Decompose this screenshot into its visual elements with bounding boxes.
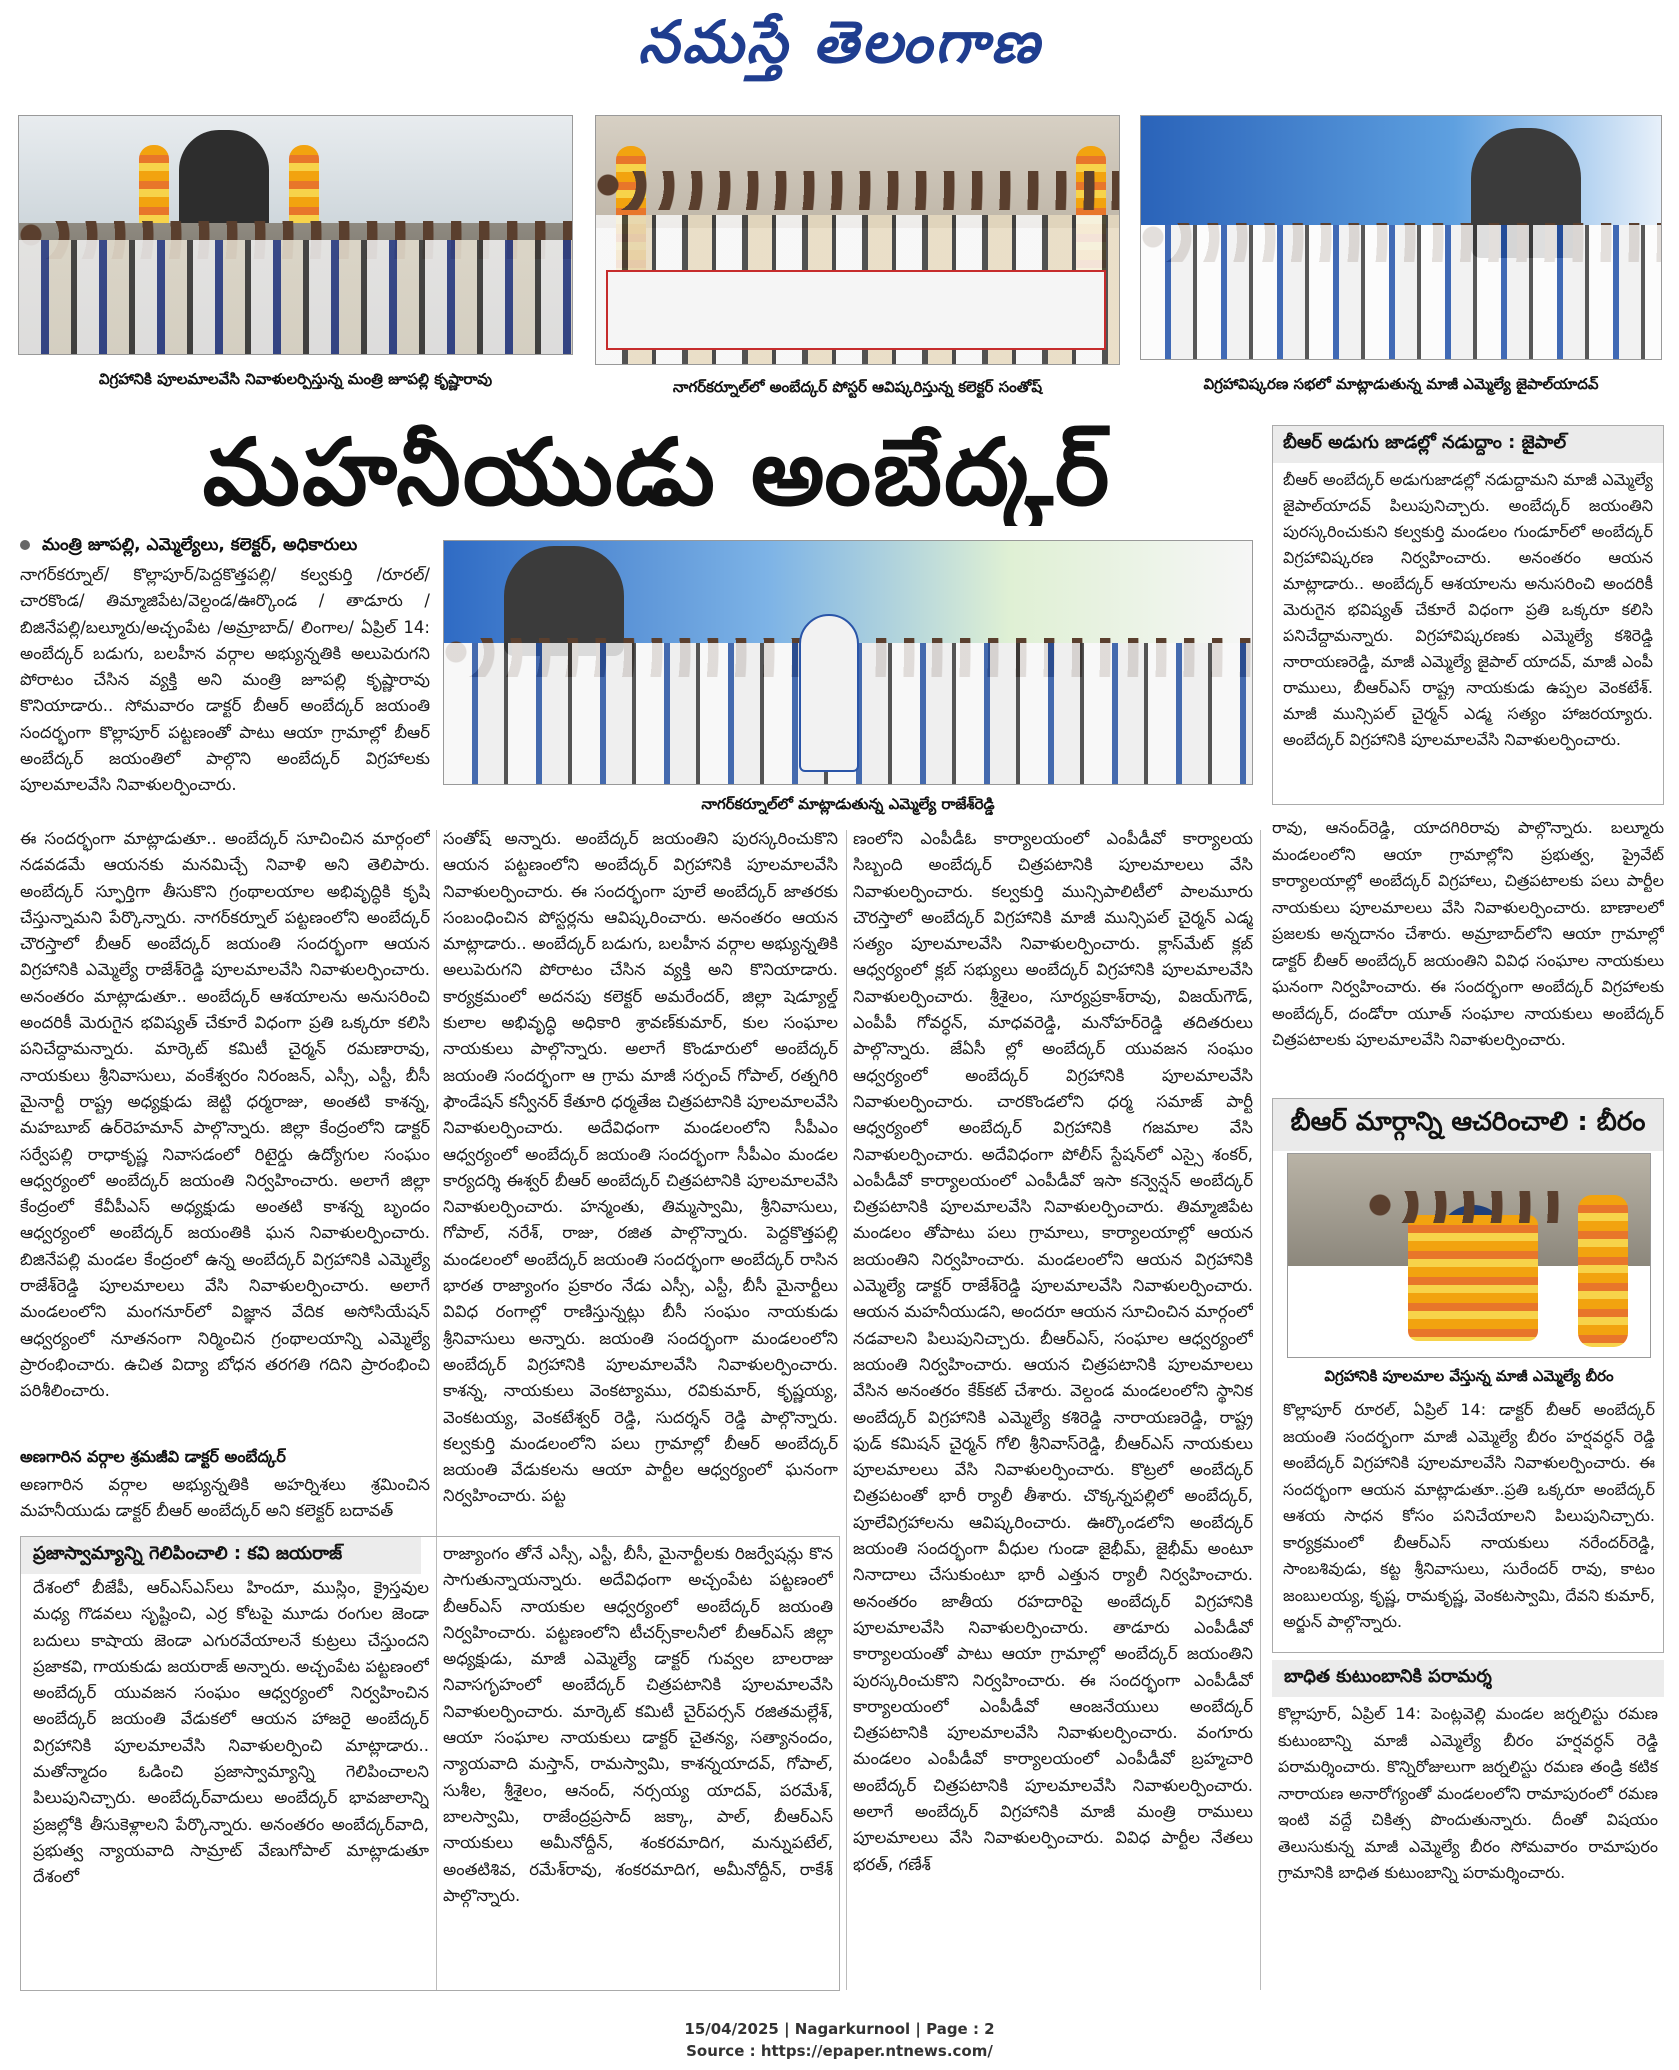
jayaraj-article-box	[20, 1536, 840, 1991]
article-col1-top: నాగర్‌కర్నూల్/ కొల్లాపూర్/పెద్దకొత్తపల్లి/ కల్వకుర్తి /రూరల్/చారకొండ/ తిమ్మాజిపేట/వెల్దండ/ఊర్కొండ / తాడూరు /బిజినేపల్లి/బల్మూరు/అచ్చంపేట /అమ్రాబాద్/ లింగాల/ ఏప్రిల్ 14: అంబేద్కర్ బడుగు, బలహీన వర్గాల అభ్యున్నతికి అలుపెరుగని పోరాటం చేసిన వ్యక్తి అని మంత్రి జూపల్లి కృష్ణారావు కొనియాడారు.. సోమవారం డాక్టర్ బీఆర్ అంబేద్కర్ జయంతి సందర్భంగా కొల్లాపూర్ పట్టణంతో పాటు ఆయా గ్రామాల్లో బీఆర్ అంబేద్కర్ జయంతిలో పాల్గొని అంబేద్కర్ విగ్రహాలకు పూలమాలవేసి నివాళులర్పించారు.	[20, 565, 430, 795]
bullet-icon	[20, 540, 30, 550]
beeram-photo-caption: విగ్రహానికి పూలమాల వేస్తున్న మాజీ ఎమ్మెల్యే బీరం	[1324, 1367, 1614, 1385]
column-rule	[846, 830, 847, 1990]
photo-poster-release	[595, 115, 1120, 365]
beeram-article-box	[1272, 1098, 1664, 1653]
jayaraj-text-a: దేశంలో బీజేపీ, ఆర్‌ఎస్‌ఎస్‌లు హిందూ, ముస్లిం, క్రైస్తవుల మధ్య గొడవలు సృష్టించి, ఎర్ర కోటపై మూడు రంగుల జెండా బదులు కాషాయ జెండా ఎగురవేయాలనే కుట్రలు చేస్తుందని ప్రజాకవి, గాయకుడు జయరాజ్ అన్నారు. అచ్చంపేట పట్టణంలో అంబేద్కర్ యువజన సంఘం ఆధ్వర్యంలో నిర్వహించిన అంబేద్కర్ జయంతి వేడుకలో ఆయన హాజరై అంబేద్కర్ విగ్రహానికి పూలమాలవేసి నివాళులర్పించి మాట్లాడారు.. మతోన్మాదం ఓడించి ప్రజాస్వామ్యాన్ని గెలిపించాలని పిలుపునిచ్చారు. అంబేద్కర్‌వాదులు అంబేద్కర్ భావజాలాన్ని ప్రజల్లోకి తీసుకెళ్లాలని పేర్కొన్నారు. అనంతరం అంబేద్కర్‌వాది, ప్రభుత్వ న్యాయవాది సామ్రాట్ వేణుగోపాల్ మాట్లాడుతూ దేశంలో	[33, 1578, 429, 1887]
photo-minister-statue	[18, 115, 573, 355]
paramarsha-article-box	[1272, 1660, 1664, 1980]
jayaraj-title: ప్రజాస్వామ్యాన్ని గెలిపించాలి : కవి జయరాజ్	[21, 1537, 421, 1574]
footer-source-line: Source : https://epaper.ntnews.com/	[686, 2042, 993, 2060]
column-rule	[1260, 830, 1261, 1990]
photo-beeram-statue	[1287, 1153, 1651, 1358]
photo-mla-speech	[443, 540, 1253, 785]
paramarsha-title: బాధిత కుటుంబానికి పరామర్శ	[1272, 1660, 1664, 1697]
article-col1-end: అణగారిన వర్గాల అభ్యున్నతికి అహర్నిశలు శ్రమించిన మహనీయుడు డాక్టర్ బీఆర్ అంబేద్కర్ అని కలెక్టర్ బదావత్	[20, 1475, 430, 1521]
photo-caption-3: విగ్రహావిష్కరణ సభలో మాట్లాడుతున్న మాజీ ఎమ్మెల్యే జైపాల్‌యాదవ్	[1203, 375, 1599, 393]
sidebar-jaipal-title: బీఆర్ అడుగు జాడల్లో నడుద్దాం : జైపాల్	[1273, 426, 1663, 463]
sidebar-jaipal-box	[1272, 425, 1664, 805]
col1-subhead: అణగారిన వర్గాల శ్రమజీవి డాక్టర్ అంబేద్కర్	[20, 1447, 286, 1466]
article-subhead	[20, 532, 440, 558]
jayaraj-text-b: రాజ్యాంగం తోనే ఎస్సీ, ఎస్టీ, బీసీ, మైనార్టీలకు రిజర్వేషన్లు కొన సాగుతున్నాయన్నారు. అదేవిధంగా అచ్చంపేట పట్టణంలో బీఆర్‌ఎస్ నాయకుల ఆధ్వర్యంలో అంబేద్కర్ జయంతి నిర్వహించారు. పట్టణంలోని టీచర్స్‌కాలనీలో బీఆర్‌ఎస్ జిల్లా అధ్యక్షుడు, మాజీ ఎమ్మెల్యే డాక్టర్ గువ్వల బాలరాజు నివాసగృహంలో అంబేద్కర్ చిత్రపటానికి పూలమాలవేసి నివాళులర్పించారు. మార్కెట్ కమిటీ చైర్‌పర్సన్ రజితమల్లేశ్, ఆయా సంఘాల నాయకులు డాక్టర్ చైతన్య, సత్యానందం, న్యాయవాది మస్తాన్, రామస్వామి, కాశన్నయాదవ్, గోపాల్, సుశీల, శ్రీశైలం, ఆనంద్, నర్సయ్య యాదవ్, పరమేశ్, బాలస్వామి, రాజేంద్రప్రసాద్ జక్కా, పాల్, బీఆర్‌ఎస్ నాయకులు అమీనోద్దీన్, శంకరమాదిగ, మన్నుపటేల్, అంతటిశివ, రమేశ్‌రావు, శంకరమాదిగ, అమీనోద్దీన్, రాకేశ్ పాల్గొన్నారు.	[443, 1544, 833, 1905]
center-photo-caption: నాగర్‌కర్నూల్‌లో మాట్లాడుతున్న ఎమ్మెల్యే రాజేశ్‌రెడ్డి	[701, 795, 995, 813]
main-headline: మహనీయుడు అంబేద్కర్	[202, 418, 1112, 526]
beeram-title: బీఆర్ మార్గాన్ని ఆచరించాలి : బీరం	[1273, 1099, 1663, 1151]
photo-caption-2: నాగర్‌కర్నూల్‌లో అంబేద్కర్ పోస్టర్ ఆవిష్కరిస్తున్న కలెక్టర్ సంతోష్	[672, 378, 1043, 396]
article-col1-bottom: ఈ సందర్భంగా మాట్లాడుతూ.. అంబేద్కర్ సూచించిన మార్గంలో నడవడమే ఆయనకు మనమిచ్చే నివాళి అని తెలిపారు. అంబేద్కర్ స్ఫూర్తిగా తీసుకొని గ్రంథాలయాల అభివృద్ధికి కృషి చేస్తున్నామని పేర్కొన్నారు. నాగర్‌కర్నూల్ పట్టణంలోని అంబేద్కర్ చౌరస్తాలో బీఆర్ అంబేద్కర్ జయంతి సందర్భంగా ఆయన విగ్రహానికి ఎమ్మెల్యే రాజేశ్‌రెడ్డి పూలమాలవేసి నివాళులర్పించారు. అనంతరం మాట్లాడుతూ.. అంబేద్కర్ ఆశయాలను అనుసరించి అందరికీ మెరుగైన భవిష్యత్ చేకూరే విధంగా ప్రతి ఒక్కరూ కలిసి పనిచేద్దామన్నారు. మార్కెట్ కమిటీ చైర్మన్ రమణారావు, నాయకులు శ్రీనివాసులు, వంకేశ్వరం నిరంజన్, ఎస్సీ, ఎస్టీ, బీసీ మైనార్టీ రాష్ట్ర అధ్యక్షుడు జెట్టి ధర్మరాజు, అంతటి కాశన్న, మహబూబ్ ఉర్‌రెహమాన్ పాల్గొన్నారు. జిల్లా కేంద్రంలోని డాక్టర్ సర్వేపల్లి రాధాకృష్ణ నివాసడంలో రిటైర్డు ఉద్యోగుల సంఘం ఆధ్వర్యంలో అంబేద్కర్ జయంతి నిర్వహించారు. అలాగే జిల్లా కేంద్రంలో కేవీపీఎస్ అధ్యక్షుడు అంతటి కాశన్న బృందం ఆధ్వర్యంలో అంబేద్కర్ జయంతికి ఘన నివాళులర్పించారు. బిజినేపల్లి మండల కేంద్రంలో ఉన్న అంబేద్కర్ విగ్రహానికి ఎమ్మెల్యే రాజేశ్‌రెడ్డి పూలమాలలు వేసి నివాళులర్పించారు. అలాగే మండలంలోని మంగనూర్‌లో విజ్ఞాన వేదిక అసోసియేషన్ ఆధ్వర్యంలో నూతనంగా నిర్మించిన గ్రంథాలయాన్ని ఎమ్మెల్యే ప్రారంభించారు. ఉచిత విద్యా బోధన తరగతి గదిని ప్రారంభించి పరిశీలించారు.	[20, 829, 430, 1401]
photo-jaipal-meeting	[1140, 115, 1662, 360]
article-col2: సంతోష్ అన్నారు. అంబేద్కర్ జయంతిని పురస్కరించుకొని ఆయన పట్టణంలోని అంబేద్కర్ విగ్రహానికి పూలమాలవేసి నివాళులర్పించారు. ఈ సందర్భంగా పూలే అంబేద్కర్ జాతరకు సంబంధించిన పోస్టర్లను ఆవిష్కరించారు. అనంతరం ఆయన మాట్లాడారు.. అంబేద్కర్ బడుగు, బలహీన వర్గాల అభ్యున్నతికి అలుపెరుగని పోరాటం చేసిన వ్యక్తి అని కొనియాడారు. కార్యక్రమంలో అదనపు కలెక్టర్ అమరేందర్, జిల్లా షెడ్యూల్డ్ కులాల అభివృద్ధి అధికారి శ్రావణ్‌కుమార్, కుల సంఘాల నాయకులు పాల్గొన్నారు. అలాగే కొండూరులో అంబేద్కర్ జయంతి సందర్భంగా ఆ గ్రామ మాజీ సర్పంచ్ గోపాల్, రత్నగిరి ఫౌండేషన్ కన్వీనర్ కేతూరి ధర్మతేజ చిత్రపటానికి పూలమాలవేసి నివాళులర్పించారు. అదేవిధంగా మండలంలోని సీపీఎం ఆధ్వర్యంలో అంబేద్కర్ జయంతి సందర్భంగా సీపీఎం మండల కార్యదర్శి ఈశ్వర్ బీఆర్ అంబేద్కర్ చిత్రపటానికి పూలమాలవేసి నివాళులర్పించారు. హన్మంతు, తిమ్మస్వామి, శ్రీనివాసులు, గోపాల్, నరేశ్, రాజు, రజిత పాల్గొన్నారు. పెద్దకొత్తపల్లి మండలంలో అంబేద్కర్ జయంతి సందర్భంగా అంబేద్కర్ రాసిన భారత రాజ్యాంగం ప్రకారం నేడు ఎస్సీ, ఎస్టీ, బీసీ మైనార్టీలు వివిధ రంగాల్లో రాణిస్తున్నట్లు బీసీ సంఘం నాయకుడు శ్రీనివాసులు అన్నారు. జయంతి సందర్భంగా మండలంలోని అంబేద్కర్ విగ్రహానికి పూలమాలవేసి నివాళులర్పించారు. కాశన్న, నాయకులు వెంకట్యాము, రవికుమార్, కృష్ణయ్య, వెంకటయ్య, వెంకటేశ్వర్ రెడ్డి, సుదర్శన్ రెడ్డి పాల్గొన్నారు. కల్వకుర్తి మండలంలోని పలు గ్రామాల్లో బీఆర్ అంబేద్కర్ జయంతి వేడుకలను ఆయా పార్టీల ఆధ్వర్యంలో ఘనంగా నిర్వహించారు. పట్ట	[443, 829, 838, 1506]
newspaper-masthead: నమస్తే తెలంగాణ	[638, 8, 1042, 76]
beeram-text: కొల్లాపూర్ రూరల్, ఏప్రిల్ 14: డాక్టర్ బీఆర్ అంబేద్కర్ జయంతి సందర్భంగా మాజీ ఎమ్మెల్యే బీరం హర్షవర్ధన్ రెడ్డి అంబేద్కర్ విగ్రహానికి పూలమాలవేసి నివాళులర్పించారు. ఈ సందర్భంగా ఆయన మాట్లాడుతూ..ప్రతి ఒక్కరూ అంబేద్కర్ ఆశయ సాధన కోసం పనిచేయాలని పిలుపునిచ్చారు. కార్యక్రమంలో బీఆర్‌ఎస్ నాయకులు నరేందర్‌రెడ్డి, సాంబశివుడు, కట్ట శ్రీనివాసులు, సురేందర్ రావు, కాటం జంబులయ్య, కృష్ణ, రామకృష్ణ, వెంకటస్వామి, దేవని కుమార్, అర్జున్ పాల్గొన్నారు.	[1283, 1400, 1655, 1631]
article-col4-top: రావు, ఆనంద్‌రెడ్డి, యాదగిరిరావు పాల్గొన్నారు. బల్మూరు మండలంలోని ఆయా గ్రామాల్లోని ప్రభుత్వ, ప్రైవేట్ కార్యాలయాల్లో అంబేద్కర్ విగ్రహాలు, చిత్రపటాలకు పలు పార్టీల నాయకులు పూలమాలలు వేసి నివాళులర్పించారు. బాణాలలో ప్రజలకు అన్నదానం చేశారు. అమ్రాబాద్‌లోని ఆయా గ్రామాల్లో డాక్టర్ బీఆర్ అంబేద్కర్ జయంతిని వివిధ సంఘాల నాయకులు ఘనంగా నిర్వహించారు. ఈ సందర్భంగా అంబేద్కర్ విగ్రహాలకు అంబేద్కర్, దండోరా యూత్ సంఘాల నాయకులు అంబేద్కర్ చిత్రపటాలకు పూలమాలవేసి నివాళులర్పించారు.	[1272, 818, 1664, 1049]
footer-date-line: 15/04/2025 | Nagarkurnool | Page : 2	[684, 2020, 995, 2038]
article-subhead-text: మంత్రి జూపల్లి, ఎమ్మెల్యేలు, కలెక్టర్, అధికారులు	[42, 535, 358, 555]
article-col3: ణంలోని ఎంపీడీఓ కార్యాలయంలో ఎంపీడీవో కార్యాలయ సిబ్బంది అంబేద్కర్ చిత్రపటానికి పూలమాలలు వేసి నివాళులర్పించారు. కల్వకుర్తి మున్సిపాలిటీలో పాలమూరు చౌరస్తాలో అంబేద్కర్ విగ్రహానికి మాజీ మున్సిపల్ చైర్మన్ ఎడ్మ సత్యం పూలమాలవేసి నివాళులర్పించారు. క్లాస్‌మేట్ క్లబ్ ఆధ్వర్యంలో క్లబ్ సభ్యులు అంబేద్కర్ విగ్రహానికి పూలమాలవేసి నివాళులర్పించారు. శ్రీశైలం, సూర్యప్రకాశ్‌రావు, విజయ్‌గౌడ్, ఎంపీపీ గోవర్ధన్, మాధవరెడ్డి, మనోహర్‌రెడ్డి తదితరులు పాల్గొన్నారు. జేఏసీ ల్లో అంబేద్కర్ యువజన సంఘం ఆధ్వర్యంలో అంబేద్కర్ విగ్రహానికి పూలమాలవేసి నివాళులర్పించారు. చారకొండలోని ధర్మ సమాజ్ పార్టీ ఆధ్వర్యంలో అంబేద్కర్ విగ్రహానికి గజమాల వేసి నివాళులర్పించారు. అదేవిధంగా పోలీస్ స్టేషన్‌లో ఎస్సై శంకర్, ఎంపీడీవో కార్యాలయంలో ఎంపీడీవో ఇసా కన్వెన్షన్ అంబేద్కర్ చిత్రపటానికి పూలమాలవేసి నివాళులర్పించారు. తిమ్మాజిపేట మండలం తోపాటు పలు గ్రామాలు, కార్యాలయాల్లో ఆయన జయంతిని నిర్వహించారు. మండలంలోని ఆయన విగ్రహానికి ఎమ్మెల్యే డాక్టర్ రాజేశ్‌రెడ్డి పూలమాలవేసి నివాళులర్పించారు. ఆయన మహనీయుడని, అందరూ ఆయన సూచించిన మార్గంలో నడవాలని పిలుపునిచ్చారు. బీఆర్‌ఎస్, సంఘాల ఆధ్వర్యంలో జయంతి నిర్వహించారు. ఆయన చిత్రపటానికి పూలమాలలు వేసిన అనంతరం కేక్‌కట్ చేశారు. వెల్దండ మండలంలోని స్థానిక అంబేద్కర్ విగ్రహానికి ఎమ్మెల్యే కశిరెడ్డి నారాయణరెడ్డి, రాష్ట్ర ఫుడ్ కమిషన్ చైర్మన్ గోలి శ్రీనివాస్‌రెడ్డి, బీఆర్‌ఎస్ నాయకులు పూలమాలలు వేసి నివాళులర్పించారు. కొట్రలో అంబేద్కర్ చిత్రపటంతో భారీ ర్యాలీ తీశారు. చొక్కన్నపల్లిలో అంబేద్కర్, పూలేవిగ్రహాలను ఆవిష్కరించారు. ఊర్కొండలోని అంబేద్కర్ జయంతి సందర్భంగా వీధుల గుండా జైభీమ్, జైభీమ్ అంటూ నినాదాలు చేసుకుంటూ భారీ ఎత్తున ర్యాలీ నిర్వహించారు. అనంతరం జాతీయ రహదారిపై అంబేద్కర్ విగ్రహానికి పూలమాలవేసి నివాళులర్పించారు. తాడూరు ఎంపీడీవో కార్యాలయంతో పాటు ఆయా గ్రామాల్లో అంబేద్కర్ జయంతిని పురస్కరించుకొని నిర్వహించారు. ఈ సందర్భంగా ఎంపీడీవో కార్యాలయంలో ఎంపీడీవో ఆంజనేయులు అంబేద్కర్ చిత్రపటానికి పూలమాలవేసి నివాళులర్పించారు. వంగూరు మండలం ఎంపీడీవో కార్యాలయంలో ఎంపీడీవో బ్రహ్మచారి అంబేద్కర్ చిత్రపటానికి పూలమాలవేసి నివాళులర్పించారు. అలాగే అంబేద్కర్ విగ్రహానికి మాజీ మంత్రి రాములు పూలమాలలు వేసి నివాళులర్పించారు. వివిధ పార్టీల నేతలు భరత్, గణేశ్	[853, 829, 1253, 1874]
sidebar-jaipal-text: బీఆర్ అంబేద్కర్ అడుగుజాడల్లో నడుద్దామని మాజీ ఎమ్మెల్యే జైపాల్‌యాదవ్ పిలుపునిచ్చారు. అంబేద్కర్ జయంతిని పురస్కరించుకుని కల్వకుర్తి మండలం గుండూర్‌లో అంబేద్కర్ విగ్రహావిష్కరణ నిర్వహించారు. అనంతరం ఆయన మాట్లాడారు.. అంబేద్కర్ ఆశయాలను అనుసరించి అందరికీ మెరుగైన భవిష్యత్ చేకూరే విధంగా ప్రతి ఒక్కరూ కలిసి పనిచేద్దామన్నారు. విగ్రహావిష్కరణకు ఎమ్మెల్యే కశిరెడ్డి నారాయణరెడ్డి, మాజీ ఎమ్మెల్యే జైపాల్ యాదవ్, మాజీ ఎంపీ రాములు, బీఆర్‌ఎస్ రాష్ట్ర నాయకుడు ఉప్పల వెంకటేశ్. మాజీ మున్సిపల్ చైర్మన్ ఎడ్మ సత్యం హాజరయ్యారు. అంబేద్కర్ విగ్రహానికి పూలమాలవేసి నివాళులర్పించారు.	[1283, 470, 1653, 749]
photo-caption-1: విగ్రహానికి పూలమాలవేసి నివాళులర్పిస్తున్న మంత్రి జూపల్లి కృష్ణారావు	[98, 370, 493, 388]
paramarsha-text: కొల్లాపూర్, ఏప్రిల్ 14: పెంట్లవెల్లి మండల జర్నలిస్టు రమణ కుటుంబాన్ని మాజీ ఎమ్మెల్యే బీరం హర్షవర్ధన్ రెడ్డి పరామర్శించారు. కొన్నిరోజులుగా జర్నలిస్టు రమణ తండ్రి కటిక నారాయణ అనారోగ్యంతో మండలంలోని రామాపురంలో రమణ ఇంటి వద్దే చికిత్స పొందుతున్నారు. దీంతో విషయం తెలుసుకున్న మాజీ ఎమ్మెల్యే బీరం సోమవారం రామాపురం గ్రామానికి బాధిత కుటుంబాన్ని పరామర్శించారు.	[1278, 1704, 1658, 1882]
